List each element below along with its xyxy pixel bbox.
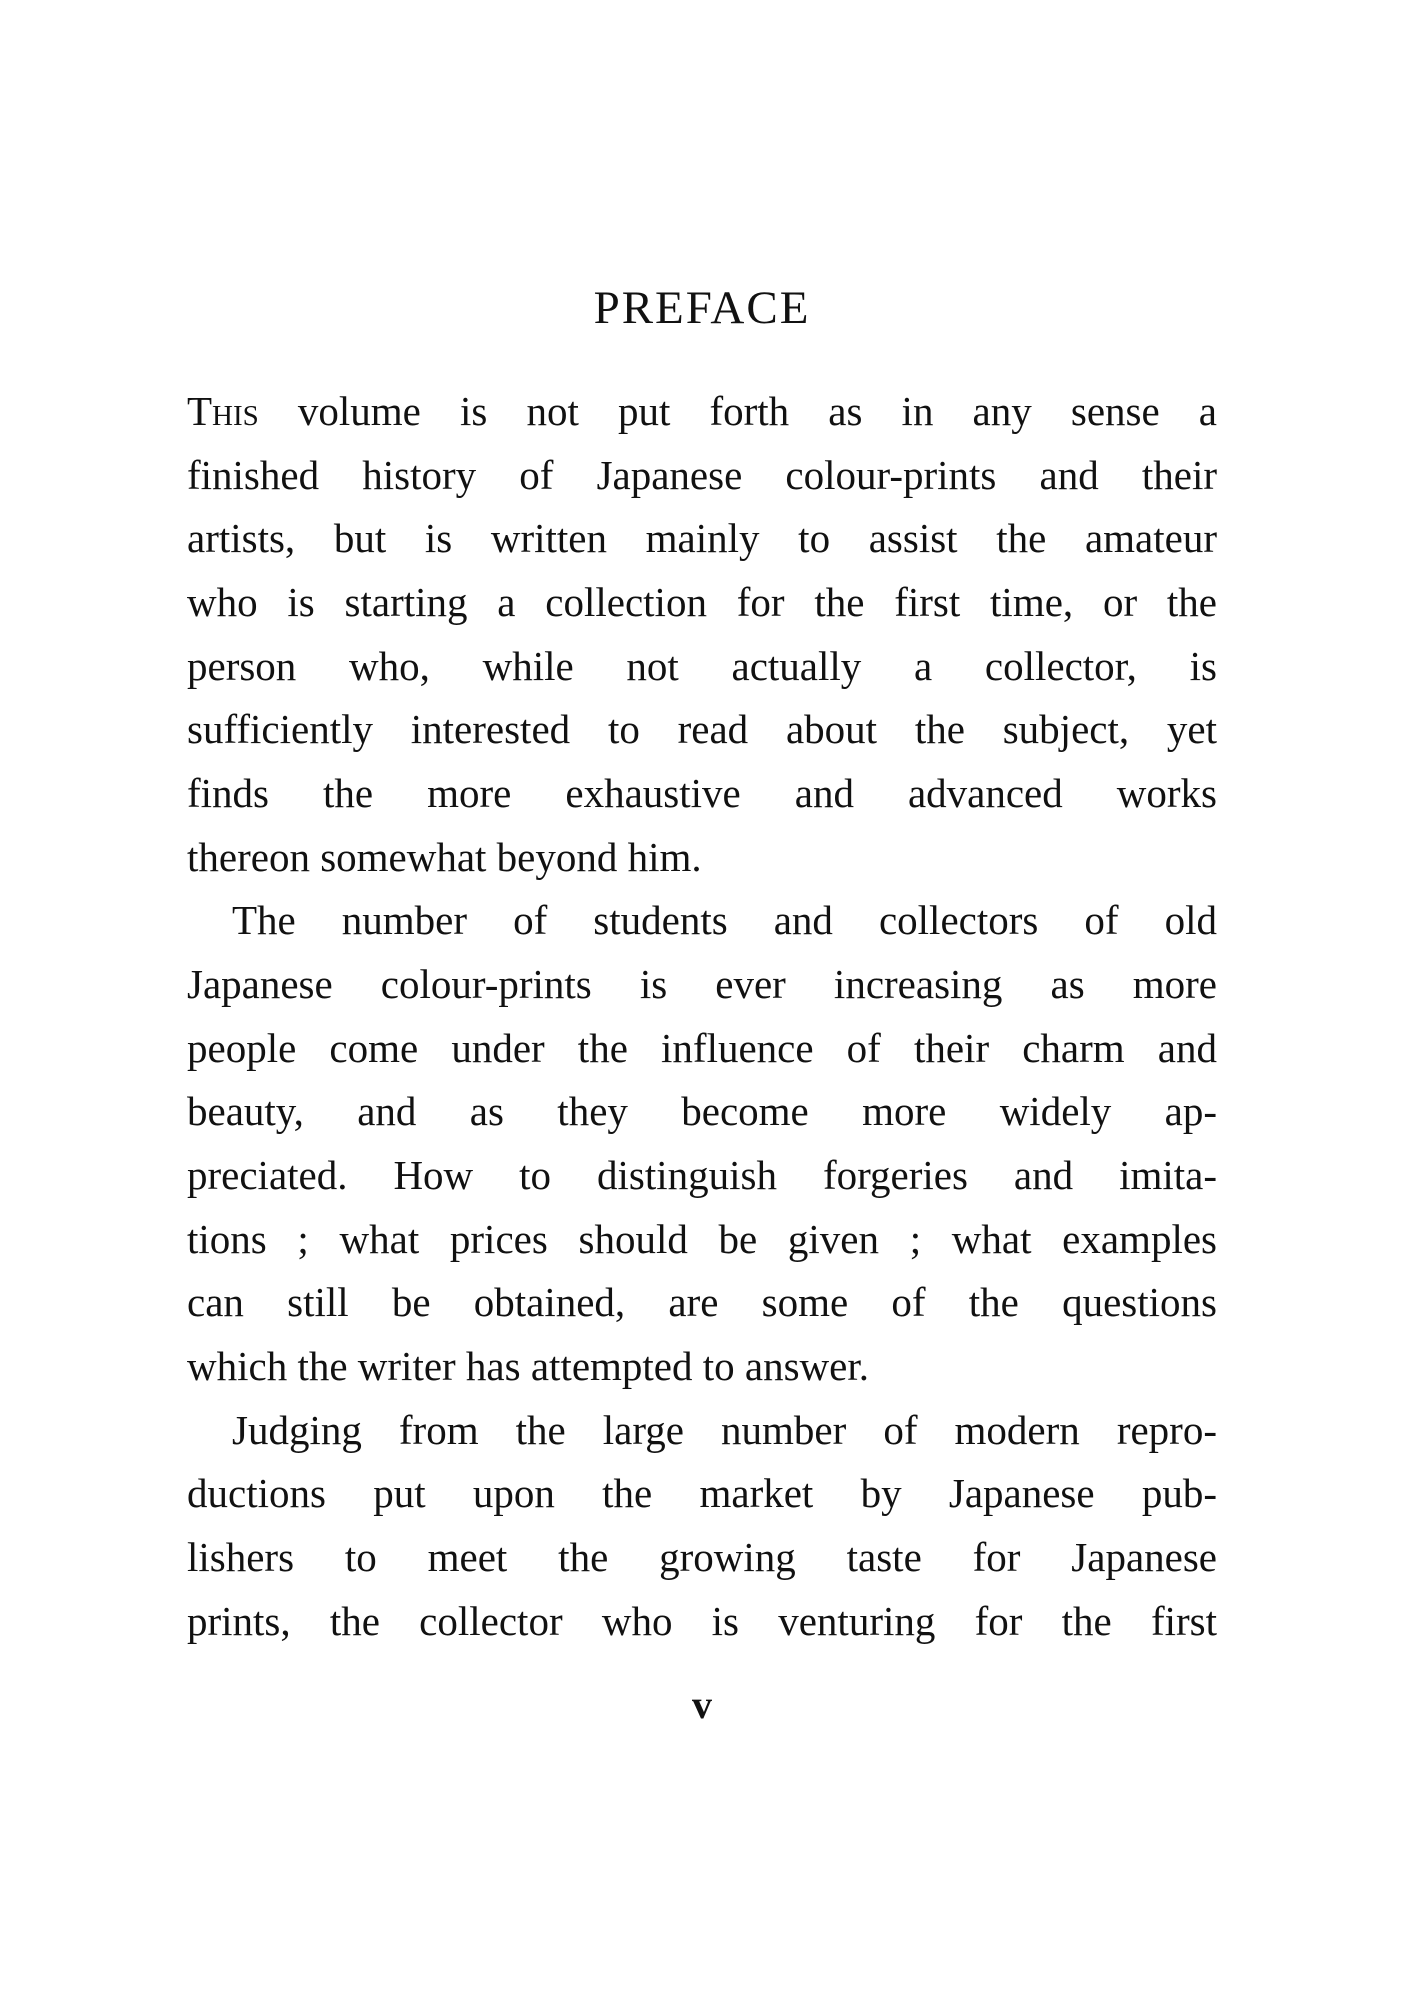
text-line: The number of students and collectors of old [232,897,1217,943]
text-line: finished history of Japanese colour-prints and their [187,452,1217,498]
text-line: thereon somewhat beyond him. [187,834,702,880]
text-line: person who, while not actually a collector, is [187,643,1217,689]
text-line: preciated. How to distinguish forgeries and imita- [187,1152,1217,1198]
text-line: tions ; what prices should be given ; what examples [187,1216,1217,1262]
text-line: beauty, and as they become more widely ap- [187,1088,1217,1134]
text-line: can still be obtained, are some of the questions [187,1279,1217,1325]
text-line: who is starting a collection for the first time, or the [187,579,1217,625]
text-line: Japanese colour-prints is ever increasing as more [187,961,1217,1007]
text-line: people come under the influence of their charm and [187,1025,1217,1071]
text-line-rest: volume is not put forth as in any sense a [258,388,1217,434]
text-line: prints, the collector who is venturing for the first [187,1598,1217,1644]
text-line: sufficiently interested to read about the subject, yet [187,706,1217,752]
text-line [187,386,1217,442]
text-line: finds the more exhaustive and advanced works [187,770,1217,816]
text-line: ductions put upon the market by Japanese pub- [187,1470,1217,1516]
lead-word: This [187,388,259,434]
page-number: v [692,1682,712,1727]
text-line: Judging from the large number of modern repro- [232,1407,1217,1453]
text-line: lishers to meet the growing taste for Japanese [187,1534,1217,1580]
text-line: artists, but is written mainly to assist the amateur [187,515,1217,561]
page-title: PREFACE [593,282,811,334]
text-line: which the writer has attempted to answer. [187,1343,869,1389]
